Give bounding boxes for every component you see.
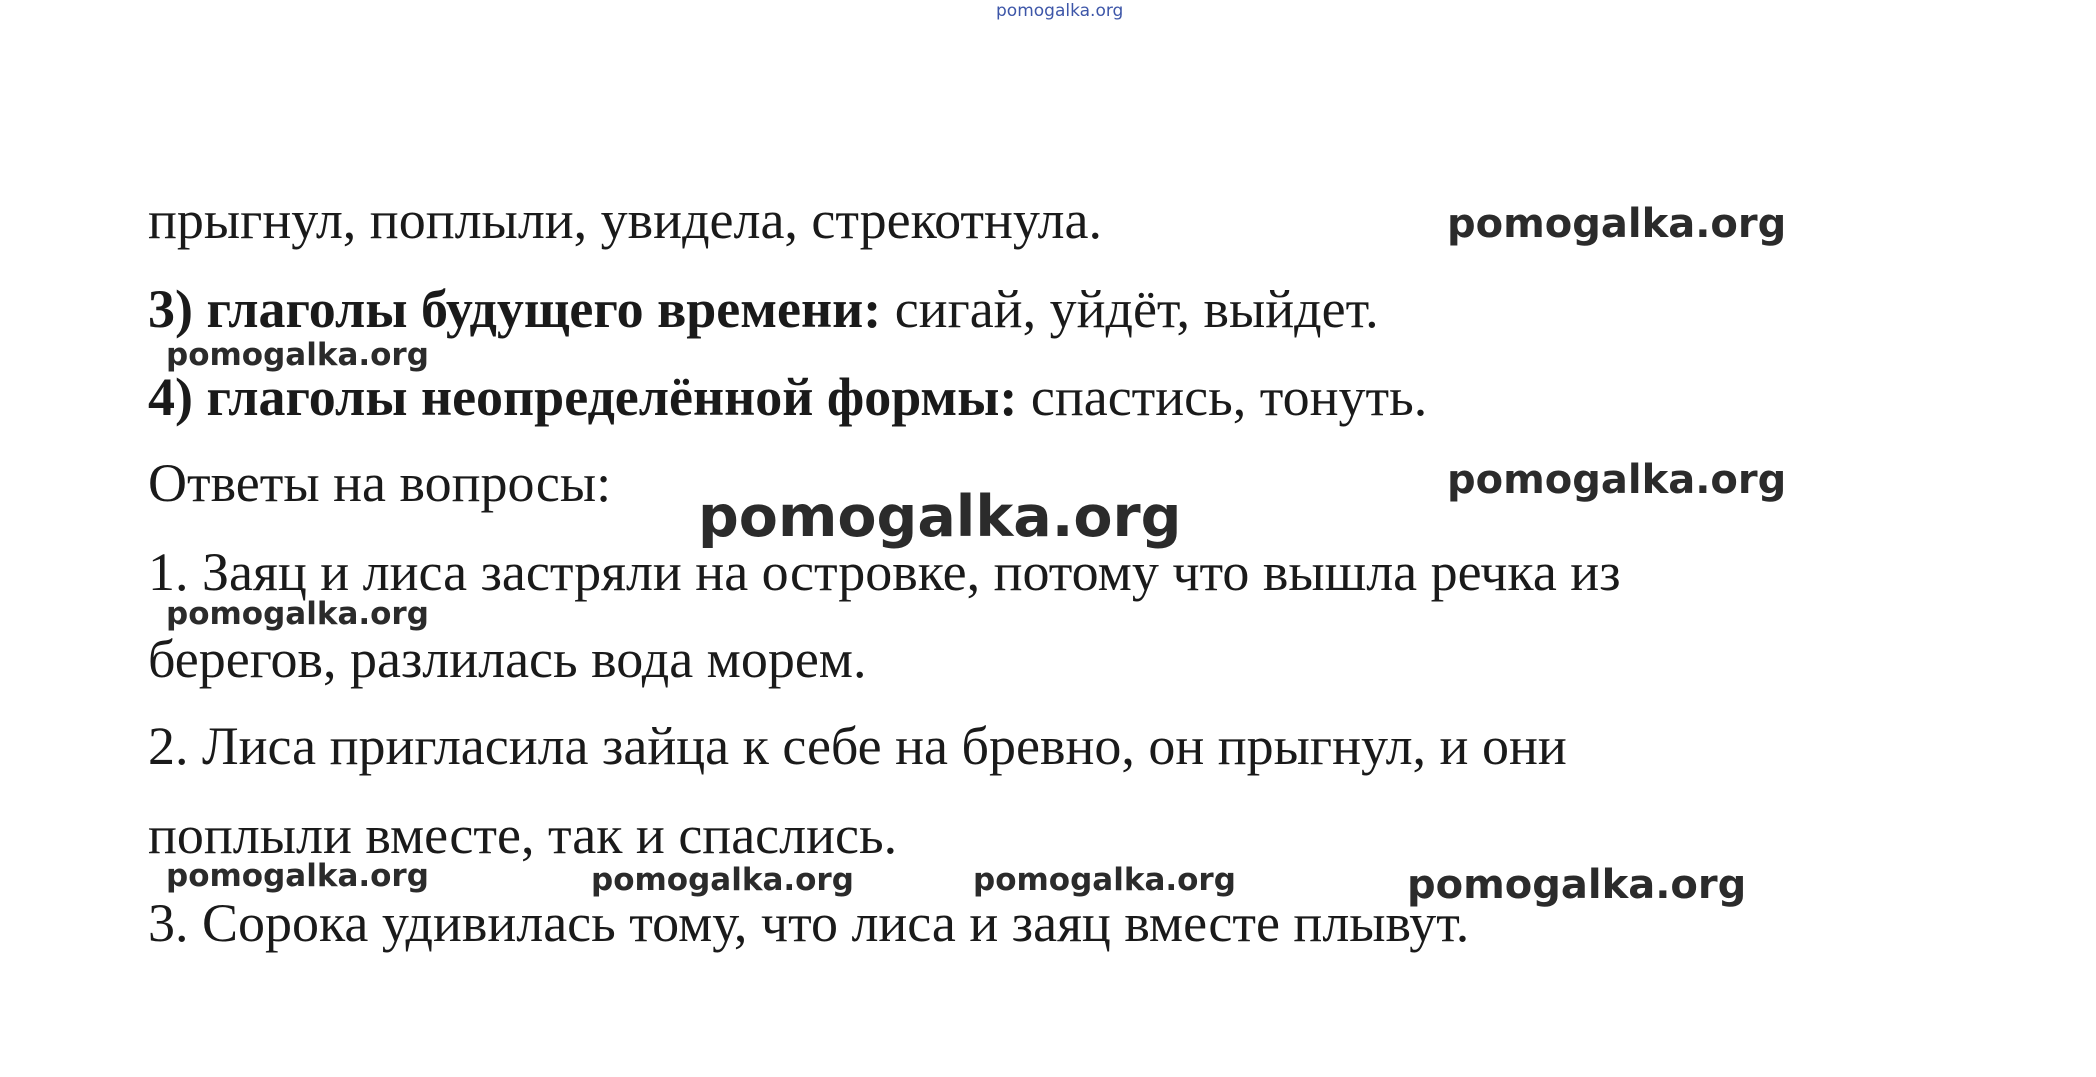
answer-1-line-1: 1. Заяц и лиса застряли на островке, потому что вышла речка из <box>148 542 1621 602</box>
watermark: pomogalka.org <box>166 337 429 373</box>
watermark: pomogalka.org <box>591 862 854 898</box>
future-tense-words: сигай, уйдёт, выйдет. <box>881 279 1379 339</box>
text-line-3 <box>148 367 1428 427</box>
watermark: pomogalka.org <box>166 596 429 632</box>
answer-2-line-1: 2. Лиса пригласила зайца к себе на бревно, он прыгнул, и они <box>148 716 1567 776</box>
watermark: pomogalka.org <box>698 484 1182 550</box>
watermark: pomogalka.org <box>973 862 1236 898</box>
heading-infinitive: 4) глаголы неопределённой формы: <box>148 367 1018 427</box>
header-watermark: pomogalka.org <box>996 1 1124 21</box>
answers-heading: Ответы на вопросы: <box>148 453 612 513</box>
text-line-1: прыгнул, поплыли, увидела, стрекотнула. <box>148 190 1102 250</box>
watermark: pomogalka.org <box>1447 457 1787 503</box>
watermark: pomogalka.org <box>1447 201 1787 247</box>
watermark: pomogalka.org <box>1407 862 1747 908</box>
watermark: pomogalka.org <box>166 858 429 894</box>
text-line-2 <box>148 279 1379 339</box>
answer-2-line-2: поплыли вместе, так и спаслись. <box>148 805 898 865</box>
answer-1-line-2: берегов, разлилась вода морем. <box>148 629 867 689</box>
infinitive-words: спастись, тонуть. <box>1017 367 1428 427</box>
heading-future-tense: 3) глаголы будущего времени: <box>148 279 882 339</box>
answer-3: 3. Сорока удивилась тому, что лиса и заяц вместе плывут. <box>148 893 1470 953</box>
